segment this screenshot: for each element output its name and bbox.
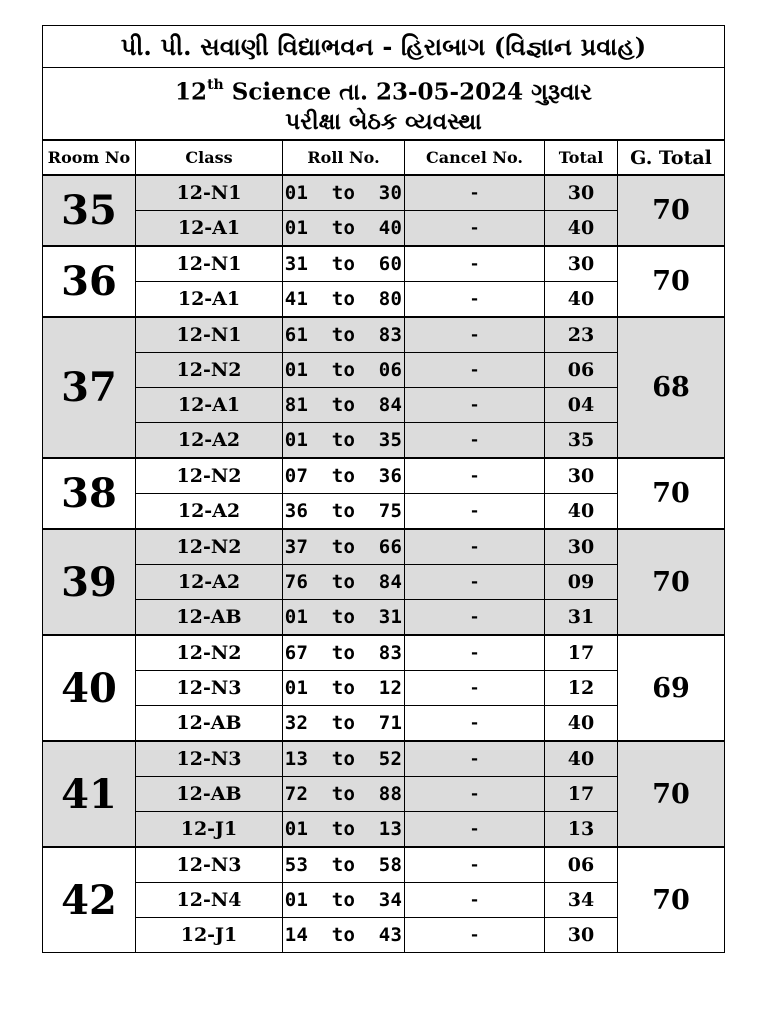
- total-cell: 34: [545, 883, 618, 918]
- arrangement-title: પરીક્ષા બેઠક વ્યવસ્થા: [285, 108, 482, 136]
- class-cell: 12-N2: [136, 353, 283, 388]
- column-header-row: [43, 140, 725, 175]
- roll-range-cell: 61 to 83: [283, 317, 405, 353]
- cancel-no-cell: -: [405, 741, 545, 777]
- class-cell: 12-A1: [136, 282, 283, 318]
- class-cell: 12-A2: [136, 423, 283, 459]
- grand-total-cell: 70: [618, 741, 725, 847]
- roll-range-cell: 01 to 13: [283, 812, 405, 848]
- table-row: [43, 529, 725, 565]
- roll-range-cell: 76 to 84: [283, 565, 405, 600]
- grand-total-cell: 70: [618, 246, 725, 317]
- total-cell: 40: [545, 211, 618, 247]
- class-cell: 12-N1: [136, 175, 283, 211]
- roll-range-cell: 41 to 80: [283, 282, 405, 318]
- table-row: [43, 635, 725, 671]
- cancel-no-cell: -: [405, 600, 545, 636]
- roll-range-cell: 36 to 75: [283, 494, 405, 530]
- roll-range-cell: 01 to 34: [283, 883, 405, 918]
- cancel-no-cell: -: [405, 353, 545, 388]
- header-cancel-no: Cancel No.: [405, 140, 545, 175]
- cancel-no-cell: -: [405, 246, 545, 282]
- header-roll-no: Roll No.: [283, 140, 405, 175]
- roll-range-cell: 72 to 88: [283, 777, 405, 812]
- room-number: 37: [43, 317, 136, 458]
- total-cell: 35: [545, 423, 618, 459]
- total-cell: 40: [545, 706, 618, 742]
- cancel-no-cell: -: [405, 706, 545, 742]
- cancel-no-cell: -: [405, 529, 545, 565]
- roll-range-cell: 07 to 36: [283, 458, 405, 494]
- cancel-no-cell: -: [405, 388, 545, 423]
- roll-range-cell: 14 to 43: [283, 918, 405, 953]
- total-cell: 23: [545, 317, 618, 353]
- room-number: 39: [43, 529, 136, 635]
- roll-range-cell: 13 to 52: [283, 741, 405, 777]
- total-cell: 40: [545, 494, 618, 530]
- cancel-no-cell: -: [405, 777, 545, 812]
- room-number: 35: [43, 175, 136, 246]
- class-cell: 12-A2: [136, 565, 283, 600]
- table-row: [43, 741, 725, 777]
- roll-range-cell: 53 to 58: [283, 847, 405, 883]
- header-total: Total: [545, 140, 618, 175]
- grand-total-cell: 70: [618, 458, 725, 529]
- roll-range-cell: 01 to 31: [283, 600, 405, 636]
- total-cell: 09: [545, 565, 618, 600]
- header-g-total: G. Total: [618, 140, 725, 175]
- cancel-no-cell: -: [405, 565, 545, 600]
- roll-range-cell: 37 to 66: [283, 529, 405, 565]
- cancel-no-cell: -: [405, 423, 545, 459]
- room-number: 41: [43, 741, 136, 847]
- total-cell: 17: [545, 777, 618, 812]
- cancel-no-cell: -: [405, 282, 545, 318]
- class-cell: 12-AB: [136, 777, 283, 812]
- table-row: [43, 175, 725, 211]
- room-number: 36: [43, 246, 136, 317]
- roll-range-cell: 01 to 12: [283, 671, 405, 706]
- total-cell: 06: [545, 847, 618, 883]
- total-cell: 30: [545, 529, 618, 565]
- roll-range-cell: 81 to 84: [283, 388, 405, 423]
- cancel-no-cell: -: [405, 671, 545, 706]
- roll-range-cell: 32 to 71: [283, 706, 405, 742]
- room-number: 38: [43, 458, 136, 529]
- total-cell: 06: [545, 353, 618, 388]
- grade-suffix: th: [207, 76, 224, 93]
- cancel-no-cell: -: [405, 918, 545, 953]
- class-cell: 12-N4: [136, 883, 283, 918]
- room-number: 40: [43, 635, 136, 741]
- class-cell: 12-N2: [136, 529, 283, 565]
- header-class: Class: [136, 140, 283, 175]
- class-cell: 12-AB: [136, 600, 283, 636]
- roll-range-cell: 31 to 60: [283, 246, 405, 282]
- cancel-no-cell: -: [405, 494, 545, 530]
- seating-rows: [43, 175, 725, 953]
- class-cell: 12-J1: [136, 812, 283, 848]
- grand-total-cell: 68: [618, 317, 725, 458]
- cancel-no-cell: -: [405, 812, 545, 848]
- room-number: 42: [43, 847, 136, 953]
- header-room-no: Room No: [43, 140, 136, 175]
- total-cell: 30: [545, 246, 618, 282]
- grand-total-cell: 70: [618, 175, 725, 246]
- total-cell: 40: [545, 741, 618, 777]
- class-cell: 12-A1: [136, 388, 283, 423]
- cancel-no-cell: -: [405, 175, 545, 211]
- roll-range-cell: 01 to 35: [283, 423, 405, 459]
- class-cell: 12-N1: [136, 317, 283, 353]
- total-cell: 13: [545, 812, 618, 848]
- cancel-no-cell: -: [405, 635, 545, 671]
- total-cell: 12: [545, 671, 618, 706]
- class-cell: 12-N1: [136, 246, 283, 282]
- class-cell: 12-N2: [136, 458, 283, 494]
- cancel-no-cell: -: [405, 317, 545, 353]
- total-cell: 30: [545, 175, 618, 211]
- roll-range-cell: 01 to 06: [283, 353, 405, 388]
- class-cell: 12-N2: [136, 635, 283, 671]
- grand-total-cell: 69: [618, 635, 725, 741]
- table-row: [43, 317, 725, 353]
- class-cell: 12-A1: [136, 211, 283, 247]
- total-cell: 31: [545, 600, 618, 636]
- exam-date-text: Science તા. 23-05-2024 ગુરૂવાર: [231, 78, 592, 106]
- table-row: [43, 246, 725, 282]
- exam-heading: [43, 68, 725, 141]
- class-cell: 12-N3: [136, 847, 283, 883]
- school-title: પી. પી. સવાણી વિદ્યાભવન - હિરાબાગ (વિજ્ઞાન પ્રવાહ): [43, 26, 725, 68]
- cancel-no-cell: -: [405, 458, 545, 494]
- cancel-no-cell: -: [405, 211, 545, 247]
- class-cell: 12-N3: [136, 741, 283, 777]
- roll-range-cell: 01 to 30: [283, 175, 405, 211]
- seating-table: [42, 25, 725, 953]
- table-row: [43, 847, 725, 883]
- cancel-no-cell: -: [405, 883, 545, 918]
- roll-range-cell: 67 to 83: [283, 635, 405, 671]
- table-row: [43, 458, 725, 494]
- roll-range-cell: 01 to 40: [283, 211, 405, 247]
- class-cell: 12-A2: [136, 494, 283, 530]
- total-cell: 04: [545, 388, 618, 423]
- total-cell: 30: [545, 458, 618, 494]
- class-cell: 12-AB: [136, 706, 283, 742]
- total-cell: 17: [545, 635, 618, 671]
- grand-total-cell: 70: [618, 529, 725, 635]
- exam-date-line: [43, 72, 724, 108]
- cancel-no-cell: -: [405, 847, 545, 883]
- grade-number: 12: [175, 78, 208, 106]
- total-cell: 30: [545, 918, 618, 953]
- grand-total-cell: 70: [618, 847, 725, 953]
- class-cell: 12-J1: [136, 918, 283, 953]
- seating-arrangement-sheet: [42, 25, 724, 953]
- class-cell: 12-N3: [136, 671, 283, 706]
- total-cell: 40: [545, 282, 618, 318]
